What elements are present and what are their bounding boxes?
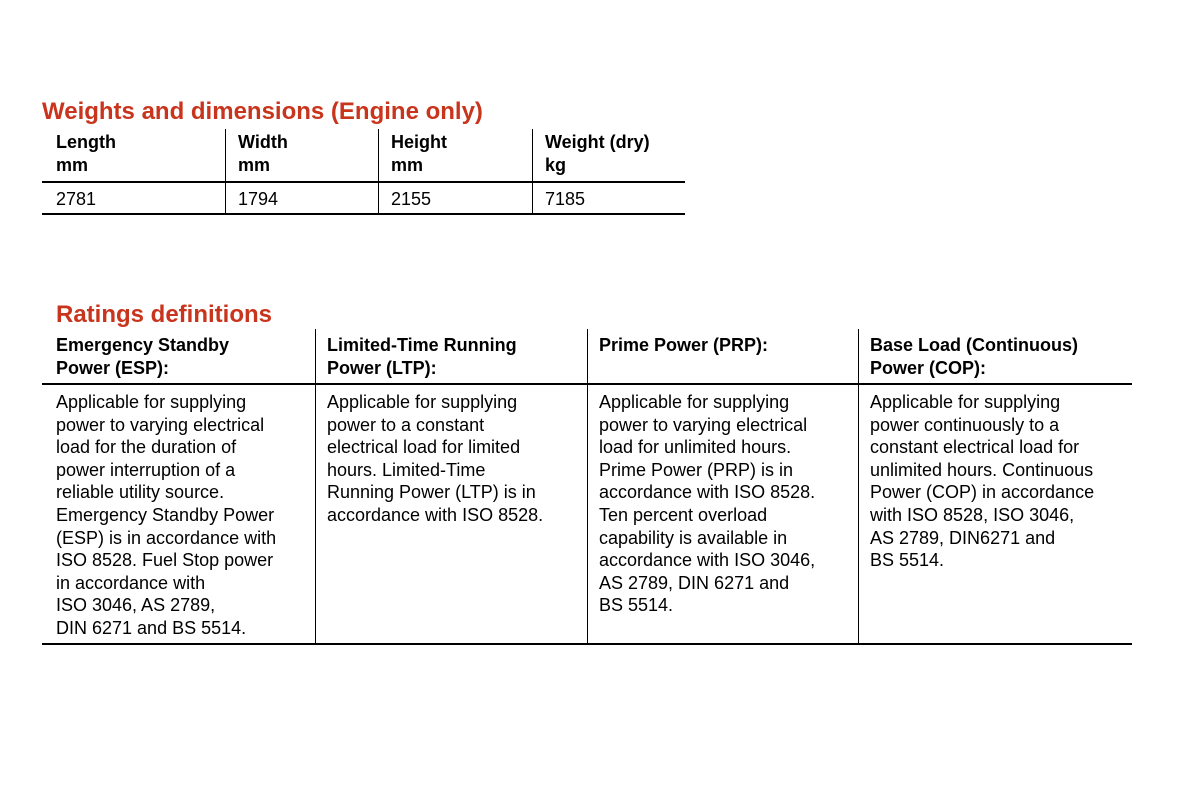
header-height xyxy=(378,129,532,181)
header-unit: mm xyxy=(238,155,271,175)
header-label: Weight (dry) xyxy=(545,132,650,152)
description-cop: Applicable for supplying power continuously to a constant electrical load for unlimited hours. Continuous Power (COP) in accordance with ISO 8528, ISO 3046, AS 2789, DIN6271 and BS 5514. xyxy=(858,385,1132,643)
header-weight xyxy=(532,129,685,181)
value-height: 2155 xyxy=(378,183,532,213)
header-length xyxy=(42,129,225,181)
table-header-row xyxy=(42,129,685,183)
header-esp: Emergency Standby Power (ESP): xyxy=(56,335,230,378)
header-label: Width xyxy=(238,132,288,152)
header-label: Length xyxy=(56,132,116,152)
weights-dimensions-title: Weights and dimensions (Engine only) xyxy=(42,98,483,125)
header-width xyxy=(225,129,378,181)
value-weight: 7185 xyxy=(532,183,685,213)
value-width: 1794 xyxy=(225,183,378,213)
header-cop: Base Load (Continuous) Power (COP): xyxy=(858,329,1132,383)
ratings-definitions-title: Ratings definitions xyxy=(56,301,272,328)
header-ltp: Limited-Time Running Power (LTP): xyxy=(315,329,587,383)
ratings-definitions-table xyxy=(42,329,1132,645)
description-esp: Applicable for supplying power to varying electrical load for the duration of power interruption of a reliable utility source. Emergency Standby Power (ESP) is in accordance with ISO 8528. Fuel Stop power in accordance with ISO 3046, AS 2789, DIN 6271 and BS 5514. xyxy=(56,392,277,638)
value-length: 2781 xyxy=(56,189,97,209)
table-row xyxy=(42,385,1132,645)
header-prp: Prime Power (PRP): xyxy=(587,329,858,383)
header-label: Height xyxy=(391,132,447,152)
table-row xyxy=(42,183,685,215)
weights-dimensions-table xyxy=(42,129,685,215)
header-unit: mm xyxy=(391,155,424,175)
description-prp: Applicable for supplying power to varying electrical load for unlimited hours. Prime Power (PRP) is in accordance with ISO 8528. Ten percent overload capability is available in accordance with ISO 3046, AS 2789, DIN 6271 and BS 5514. xyxy=(587,385,858,643)
table-header-row xyxy=(42,329,1132,385)
header-unit: kg xyxy=(545,155,567,175)
description-ltp: Applicable for supplying power to a constant electrical load for limited hours. Limited-Time Running Power (LTP) is in accordance with ISO 8528. xyxy=(315,385,587,643)
header-unit: mm xyxy=(56,155,89,175)
